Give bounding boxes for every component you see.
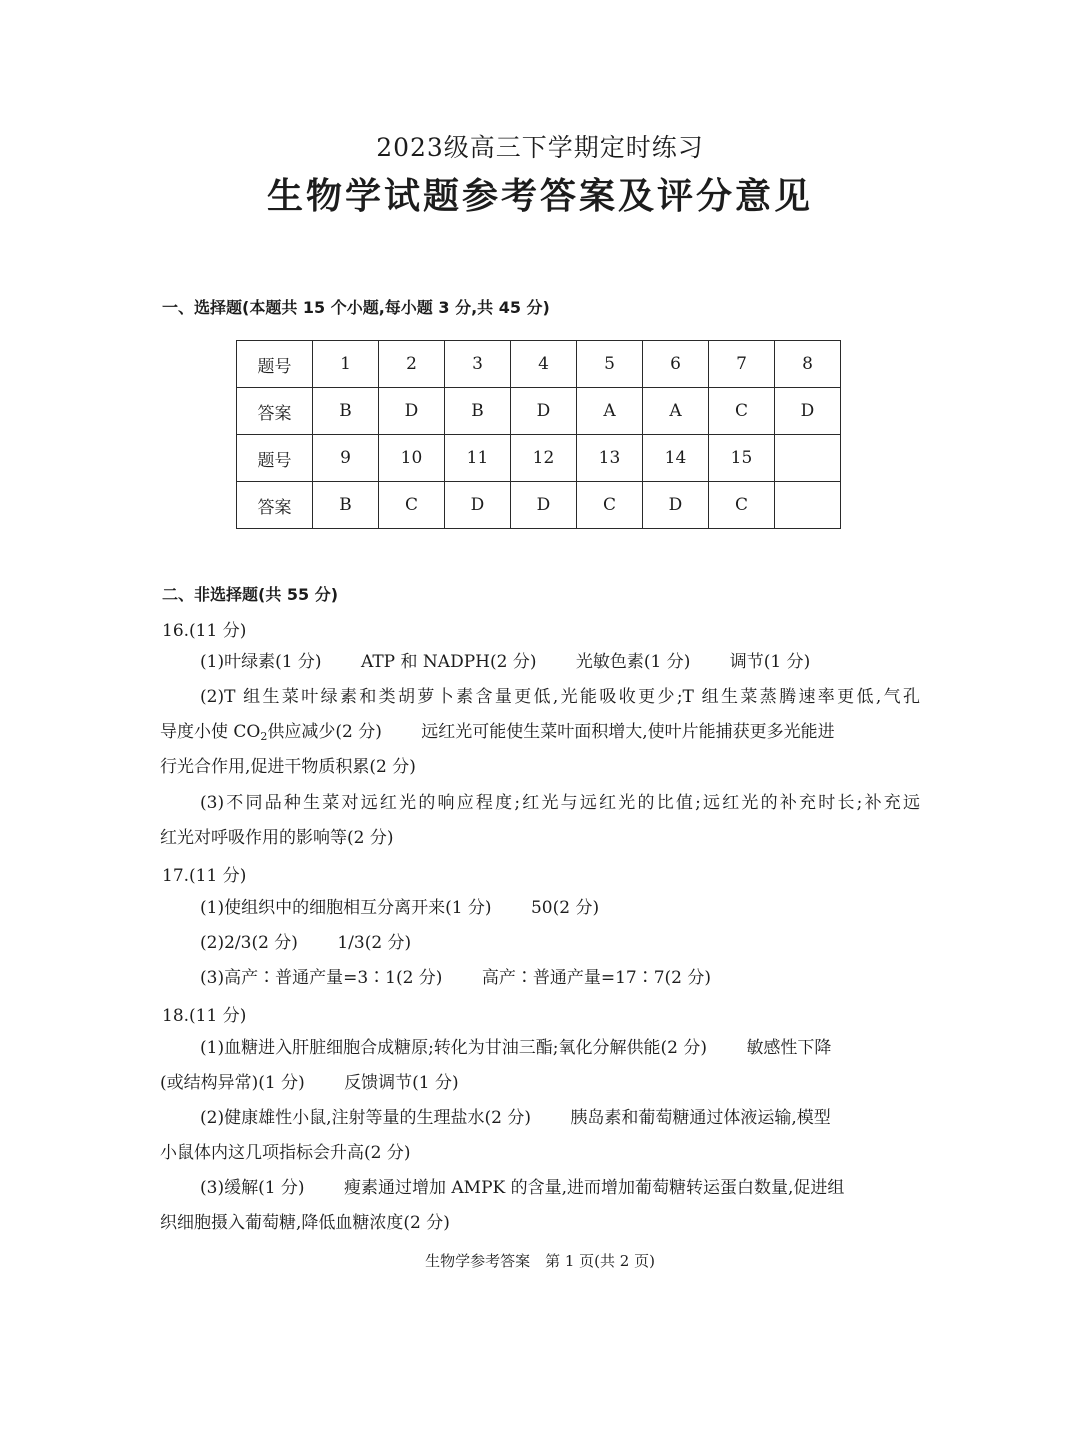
page-footer: 生物学参考答案 第 1 页(共 2 页)	[425, 1252, 655, 1270]
q18-part3-line2: 织细胞摄入葡萄糖,降低血糖浓度(2 分)	[160, 1213, 450, 1233]
question-17-heading: 17.(11 分)	[162, 866, 247, 886]
answer-text: (2)2/3(2 分)	[200, 933, 298, 953]
table-row	[237, 482, 841, 529]
page-title: 生物学试题参考答案及评分意见	[266, 176, 813, 217]
table-cell: 6	[643, 341, 709, 388]
table-cell: 11	[445, 435, 511, 482]
table-cell: 14	[643, 435, 709, 482]
table-cell: C	[379, 482, 445, 529]
q18-part3-line1	[160, 1176, 960, 1200]
answer-text: 调节(1 分)	[729, 652, 811, 672]
table-cell	[775, 435, 841, 482]
row-label: 答案	[237, 388, 313, 435]
question-18-heading: 18.(11 分)	[162, 1006, 247, 1026]
table-cell: 10	[379, 435, 445, 482]
exam-subtitle: 2023级高三下学期定时练习	[376, 133, 704, 162]
subscript: 2	[260, 730, 268, 743]
answer-text: 供应减少(2 分)	[267, 722, 382, 742]
answer-text: 光敏色素(1 分)	[575, 652, 691, 672]
row-label: 题号	[237, 435, 313, 482]
answer-text: (1)血糖进入肝脏细胞合成糖原;转化为甘油三酯;氧化分解供能(2 分)	[200, 1038, 708, 1058]
answer-text: 反馈调节(1 分)	[344, 1073, 459, 1093]
answer-text: (2)健康雄性小鼠,注射等量的生理盐水(2 分)	[200, 1108, 531, 1128]
answer-text: 1/3(2 分)	[337, 933, 412, 953]
table-row	[237, 388, 841, 435]
answer-text: 瘦素通过增加 AMPK 的含量,进而增加葡萄糖转运蛋白数量,促进组	[343, 1178, 845, 1198]
table-row	[237, 341, 841, 388]
table-cell: 9	[313, 435, 379, 482]
table-row	[237, 435, 841, 482]
table-cell: 5	[577, 341, 643, 388]
q16-part3-line1: (3)不同品种生菜对远红光的响应程度;红光与远红光的比值;远红光的补充时长;补充远	[200, 793, 920, 813]
q16-part2-line1: (2)T 组生菜叶绿素和类胡萝卜素含量更低,光能吸收更少;T 组生菜蒸腾速率更低,气孔	[200, 687, 920, 707]
table-cell: A	[643, 388, 709, 435]
answer-text: (3)缓解(1 分)	[200, 1178, 305, 1198]
table-cell: C	[709, 388, 775, 435]
table-cell: 8	[775, 341, 841, 388]
answer-text: (3)高产∶普通产量=3∶1(2 分)	[200, 968, 443, 988]
question-16-heading: 16.(11 分)	[162, 621, 247, 641]
q16-part3-line2: 红光对呼吸作用的影响等(2 分)	[160, 828, 394, 848]
answer-text: 胰岛素和葡萄糖通过体液运输,模型	[570, 1108, 831, 1128]
table-cell: 1	[313, 341, 379, 388]
table-cell: 4	[511, 341, 577, 388]
q18-part1-line1	[160, 1036, 960, 1060]
table-cell: D	[511, 482, 577, 529]
answer-text: (1)使组织中的细胞相互分离开来(1 分)	[200, 898, 492, 918]
table-cell: B	[313, 482, 379, 529]
q17-part3	[160, 966, 960, 990]
q16-part1	[160, 650, 960, 674]
q17-part1	[160, 896, 960, 920]
table-cell: B	[313, 388, 379, 435]
answer-text: 50(2 分)	[530, 898, 600, 918]
table-cell: 15	[709, 435, 775, 482]
table-cell: D	[379, 388, 445, 435]
answer-table	[236, 340, 841, 529]
answer-text: (或结构异常)(1 分)	[160, 1073, 305, 1093]
answer-text: 敏感性下降	[746, 1038, 832, 1058]
table-cell: 3	[445, 341, 511, 388]
table-cell: C	[709, 482, 775, 529]
table-cell: C	[577, 482, 643, 529]
section1-heading: 一、选择题(本题共 15 个小题,每小题 3 分,共 45 分)	[162, 298, 550, 317]
section2-heading: 二、非选择题(共 55 分)	[162, 585, 339, 604]
table-cell: 7	[709, 341, 775, 388]
row-label: 答案	[237, 482, 313, 529]
row-label: 题号	[237, 341, 313, 388]
answer-text: (1)叶绿素(1 分)	[200, 652, 322, 672]
answer-text: ATP 和 NADPH(2 分)	[360, 652, 537, 672]
table-cell: D	[643, 482, 709, 529]
q18-part2-line1	[160, 1106, 960, 1130]
answer-text: 导度小使 CO	[160, 722, 261, 742]
table-cell: D	[775, 388, 841, 435]
table-cell: 2	[379, 341, 445, 388]
table-cell	[775, 482, 841, 529]
q16-part2-line3: 行光合作用,促进干物质积累(2 分)	[160, 757, 416, 777]
table-cell: 13	[577, 435, 643, 482]
q16-part2-line2	[160, 720, 920, 749]
q17-part2	[160, 931, 960, 955]
answer-text: 远红光可能使生菜叶面积增大,使叶片能捕获更多光能进	[421, 722, 835, 742]
table-cell: B	[445, 388, 511, 435]
q18-part1-line2	[160, 1071, 920, 1095]
q18-part2-line2: 小鼠体内这几项指标会升高(2 分)	[160, 1143, 411, 1163]
table-cell: 12	[511, 435, 577, 482]
answer-text: 高产∶普通产量=17∶7(2 分)	[481, 968, 712, 988]
table-cell: D	[445, 482, 511, 529]
table-cell: D	[511, 388, 577, 435]
table-cell: A	[577, 388, 643, 435]
